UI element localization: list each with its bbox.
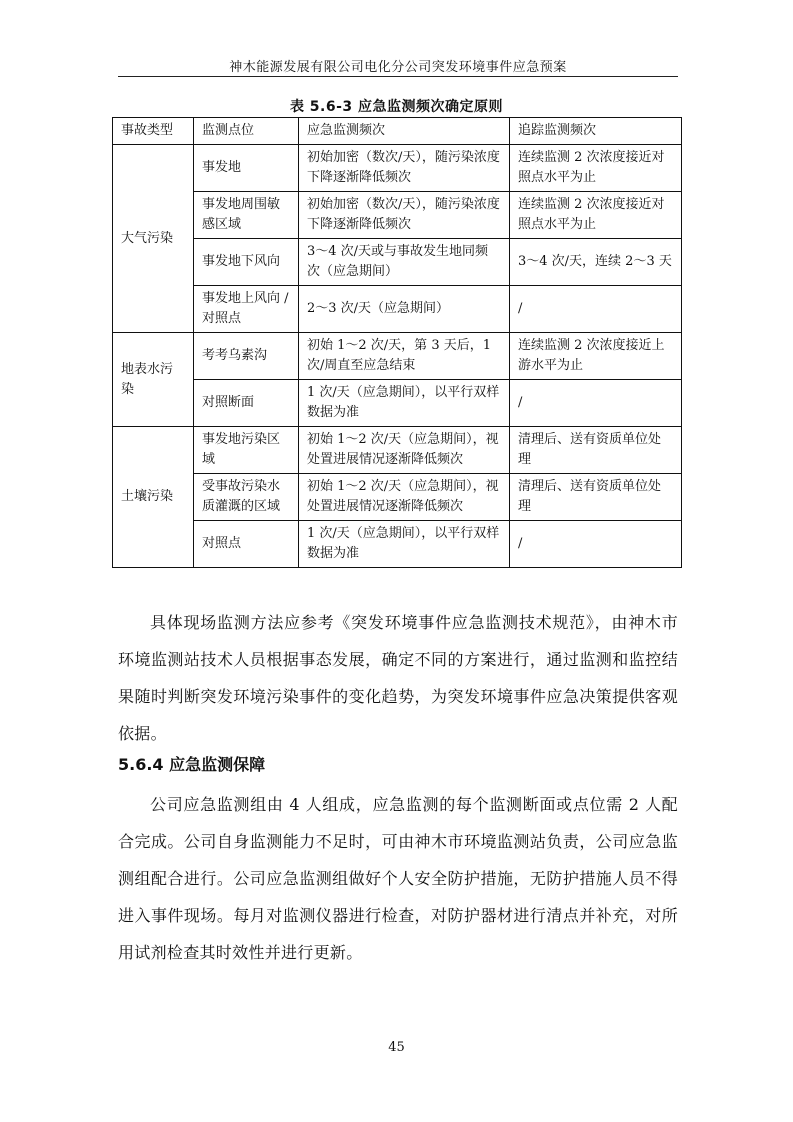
page-number: 45: [388, 1040, 405, 1055]
tracking-frequency-cell: /: [510, 286, 682, 333]
table-row: [113, 521, 682, 568]
table-title: 表 5.6-3 应急监测频次确定原则: [289, 99, 504, 115]
emergency-frequency-cell: 初始加密（数次/天），随污染浓度下降逐渐降低频次: [299, 145, 510, 192]
tracking-frequency-cell: /: [510, 521, 682, 568]
table-row: [113, 286, 682, 333]
header-rule: [118, 76, 678, 77]
tracking-frequency-cell: 3～4 次/天，连续 2～3 天: [510, 239, 682, 286]
table-row: [113, 333, 682, 380]
column-header: 事故类型: [113, 118, 194, 145]
table-row: [113, 427, 682, 474]
pollution-type-cell: 大气污染: [113, 145, 194, 333]
emergency-frequency-cell: 初始 1～2 次/天（应急期间），视处置进展情况逐渐降低频次: [299, 427, 510, 474]
emergency-frequency-cell: 2～3 次/天（应急期间）: [299, 286, 510, 333]
tracking-frequency-cell: 清理后、送有资质单位处理: [510, 474, 682, 521]
tracking-frequency-cell: 连续监测 2 次浓度接近上游水平为止: [510, 333, 682, 380]
table-row: [113, 192, 682, 239]
monitoring-point-cell: 事发地: [194, 145, 299, 192]
tracking-frequency-cell: 连续监测 2 次浓度接近对照点水平为止: [510, 145, 682, 192]
monitoring-point-cell: 事发地污染区域: [194, 427, 299, 474]
page-header: 神木能源发展有限公司电化分公司突发环境事件应急预案: [229, 60, 567, 75]
column-header: 应急监测频次: [299, 118, 510, 145]
emergency-frequency-cell: 1 次/天（应急期间），以平行双样数据为准: [299, 521, 510, 568]
paragraph-monitoring-method: 具体现场监测方法应参考《突发环境事件应急监测技术规范》，由神木市环境监测站技术人员根据事态发展，确定不同的方案进行，通过监测和监控结果随时判断突发环境污染事件的变化趋势，为突发环境事件应急决策提供客观依据。: [118, 613, 678, 743]
paragraph-monitoring-guarantee: 公司应急监测组由 4 人组成，应急监测的每个监测断面或点位需 2 人配合完成。公司自身监测能力不足时，可由神木市环境监测站负责，公司应急监测组配合进行。公司应急监测组做好个人安全防护措施，无防护措施人员不得进入事件现场。每月对监测仪器进行检查，对防护器材进行清点并补充，对所用试剂检查其时效性并进行更新。: [118, 795, 678, 962]
monitoring-point-cell: 事发地上风向 /对照点: [194, 286, 299, 333]
monitoring-point-cell: 事发地下风向: [194, 239, 299, 286]
emergency-frequency-cell: 初始 1～2 次/天（应急期间），视处置进展情况逐渐降低频次: [299, 474, 510, 521]
monitoring-point-cell: 受事故污染水质灌溉的区域: [194, 474, 299, 521]
table-row: [113, 474, 682, 521]
monitoring-point-cell: 考考乌素沟: [194, 333, 299, 380]
tracking-frequency-cell: 连续监测 2 次浓度接近对照点水平为止: [510, 192, 682, 239]
monitoring-point-cell: 对照断面: [194, 380, 299, 427]
emergency-frequency-cell: 初始加密（数次/天），随污染浓度下降逐渐降低频次: [299, 192, 510, 239]
pollution-type-cell: 土壤污染: [113, 427, 194, 568]
section-heading: 5.6.4 应急监测保障: [118, 755, 266, 774]
monitoring-point-cell: 事发地周围敏感区域: [194, 192, 299, 239]
monitoring-frequency-table: [112, 117, 682, 568]
pollution-type-cell: 地表水污染: [113, 333, 194, 427]
table-row: [113, 380, 682, 427]
column-header: 监测点位: [194, 118, 299, 145]
tracking-frequency-cell: 清理后、送有资质单位处理: [510, 427, 682, 474]
table-row: [113, 145, 682, 192]
tracking-frequency-cell: /: [510, 380, 682, 427]
emergency-frequency-cell: 初始 1～2 次/天，第 3 天后，1 次/周直至应急结束: [299, 333, 510, 380]
emergency-frequency-cell: 1 次/天（应急期间），以平行双样数据为准: [299, 380, 510, 427]
table-row: [113, 239, 682, 286]
column-header: 追踪监测频次: [510, 118, 682, 145]
emergency-frequency-cell: 3～4 次/天或与事故发生地同频次（应急期间）: [299, 239, 510, 286]
monitoring-point-cell: 对照点: [194, 521, 299, 568]
table-header-row: [113, 118, 682, 145]
